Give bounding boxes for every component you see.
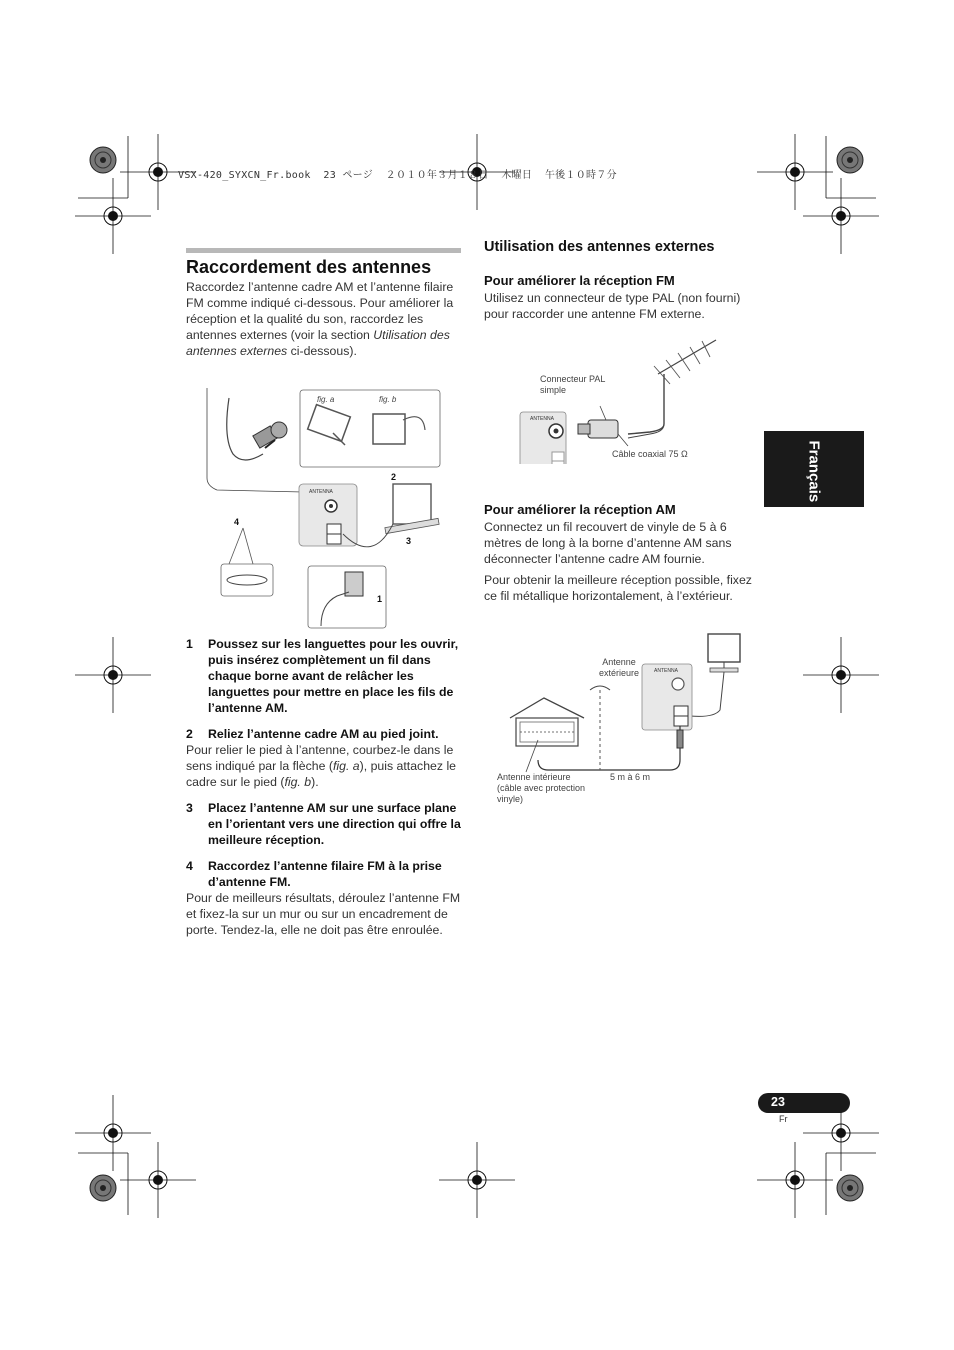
step-3: [186, 800, 462, 848]
step-number: 3: [186, 801, 193, 815]
fm-paragraph: Utilisez un connecteur de type PAL (non fourni) pour raccorder une antenne FM externe.: [484, 291, 741, 321]
step-number: 1: [186, 637, 193, 651]
step-italic: fig. a: [332, 759, 360, 773]
callout-4: 4: [234, 517, 240, 527]
panel-antenna-label: ANTENNA: [654, 668, 678, 674]
step-number: 4: [186, 859, 193, 873]
fig-a-label: fig. a: [317, 395, 335, 404]
step-1: [186, 636, 462, 716]
am-subtitle: Pour améliorer la réception AM: [484, 502, 676, 517]
external-antennas-title: Utilisation des antennes externes: [484, 239, 715, 255]
panel-antenna-label: ANTENNA: [309, 489, 333, 495]
intro-text: Raccordez l’antenne cadre AM et l’antenne filaire FM comme indiqué ci-dessous. Pour améliorer la réception et la qualité du son, raccordez les antennes externes (voir la section: [186, 280, 454, 342]
step-title: Raccordez l’antenne filaire FM à la prise d’antenne FM.: [208, 859, 442, 889]
page-language: Fr: [779, 1114, 788, 1124]
language-tab-label: Français: [805, 440, 823, 503]
coax-cable-label: Câble coaxial 75 Ω: [612, 449, 688, 459]
step-text: ), puis attachez le cadre sur le pied (: [186, 759, 457, 789]
callout-1: 1: [377, 594, 383, 604]
step-text: ).: [311, 775, 319, 789]
distance-label: 5 m à 6 m: [610, 772, 651, 782]
step-number: 2: [186, 727, 193, 741]
step-text: Pour relier le pied à l’antenne, courbez-le dans le sens indiqué par la flèche (: [186, 743, 454, 773]
step-title: Placez l’antenne AM sur une surface plane en l’orientant vers une direction qui offre la meilleure réception.: [208, 801, 461, 847]
sunburst-mark: [90, 147, 116, 173]
section-title: Raccordement des antennes: [186, 257, 432, 277]
steps-list: [186, 636, 462, 938]
indoor-antenna-label: Antenne intérieure (câble avec protection vinyle): [497, 772, 586, 804]
panel-antenna-label: ANTENNA: [530, 416, 554, 422]
callout-3: 3: [406, 536, 412, 546]
am-fm-connection-figure: [203, 388, 445, 630]
step-4: [186, 858, 462, 890]
intro-italic: Utilisation des antennes externes: [186, 328, 450, 358]
callout-2: 2: [391, 472, 397, 482]
step-title: Poussez sur les languettes pour les ouvrir, puis insérez complètement un fil dans chaque borne avant de relâcher les languettes pour mettre en place les fils de l’antenne AM.: [208, 637, 459, 715]
step-2: [186, 726, 462, 742]
step-italic: fig. b: [284, 775, 312, 789]
step-2-text: [186, 742, 462, 790]
fm-external-figure: [518, 334, 738, 464]
sunburst-mark: [90, 1175, 116, 1201]
outdoor-antenna-label: Antenne extérieure: [598, 657, 640, 678]
pal-connector-label: Connecteur PAL simple: [540, 374, 606, 395]
sunburst-mark: [837, 1175, 863, 1201]
intro-text-end: ci-dessous).: [287, 344, 357, 358]
step-4-text: Pour de meilleurs résultats, déroulez l’antenne FM et fixez-la sur un mur ou sur un encadrement de porte. Tendez-la, elle ne doit pas être enroulée.: [186, 891, 461, 937]
section-bar: [186, 248, 461, 253]
language-tab: [764, 431, 864, 507]
intro-paragraph: [186, 279, 461, 359]
file-info-header: VSX-420_SYXCN_Fr.book 23 ページ ２０１０年３月１８日 木曜日 午後１０時７分: [178, 170, 617, 181]
am-paragraph-2: Pour obtenir la meilleure réception possible, fixez ce fil métallique horizontalement, à l’extérieur.: [484, 573, 752, 603]
fm-antenna-diagram: [518, 334, 738, 464]
fig-b-label: fig. b: [379, 395, 397, 404]
fm-subtitle: Pour améliorer la réception FM: [484, 273, 675, 288]
page-number: 23: [771, 1095, 785, 1109]
step-title: Reliez l’antenne cadre AM au pied joint.: [208, 727, 439, 741]
antenna-connection-diagram: [203, 388, 445, 630]
sunburst-mark: [837, 147, 863, 173]
am-paragraph-1: Connectez un fil recouvert de vinyle de 5 à 6 mètres de long à la borne d’antenne AM sans déconnecter l’antenne cadre AM fournie.: [484, 520, 732, 566]
